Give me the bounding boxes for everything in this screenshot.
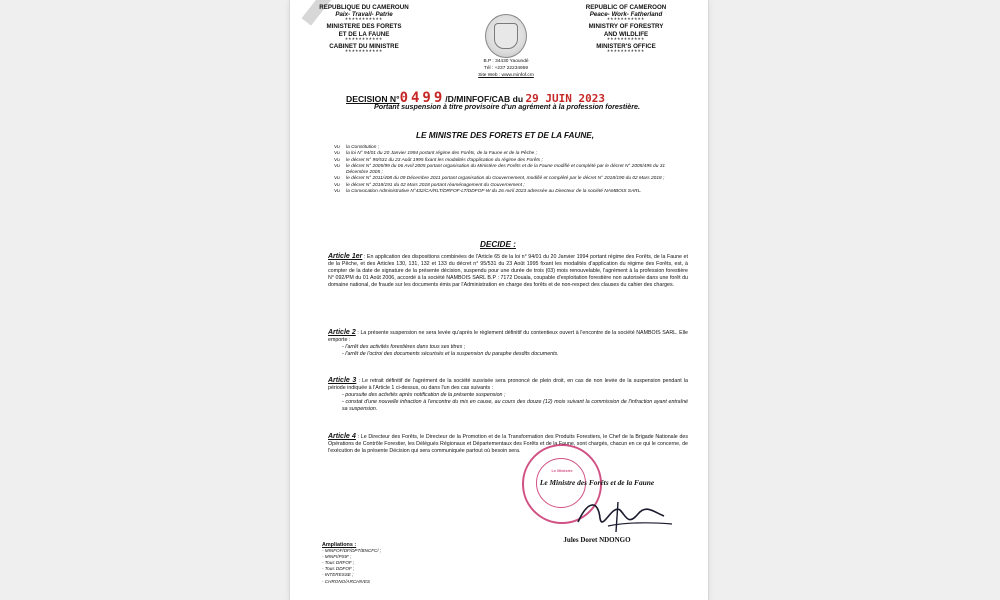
header-right (566, 4, 686, 55)
ministry-contact (464, 58, 548, 79)
article-4-text: : Le Directeur des Forêts, le Directeur de la Promotion et de la Transformation des Produits Forestiers, le Chef de la Brigade Nationale des Opérations de Contrôle Forestier, les Délégués Régionaux et Départementaux des Forêts et de la Faune, sont chargés, chacun en ce qui le concerne, de l'exécution de la présente Décision qui sera communiquée partout où besoin sera. (328, 434, 688, 455)
decision-suffix: /D/MINFOF/CAB du (445, 94, 524, 104)
decision-number-stamp: 0499 (399, 90, 446, 106)
vu-text: le décret N° 2011/408 du 09 Décembre 2011 portant organisation du Gouvernement, modifié et complété par le décret N° 2018/190 du 02 Mars 2018 ; (346, 176, 665, 182)
article-3-text: : Le retrait définitif de l'agrément de la société susvisée sera prononcé de plein droit, en cas de non levée de la suspension pendant la période indiquée à l'Article 1 ci-dessus, ou dans l'un des cas suivants : (328, 378, 689, 392)
header-left-line1: REPUBLIQUE DU CAMEROUN (319, 4, 409, 11)
vu-text: la loi N° 94/01 du 20 Janvier 1994 portant régime des Forêts, de la Faune et de la Pêche ; (346, 151, 537, 157)
header-left-stars2: *********** (345, 36, 383, 44)
ampliation-item: - MINFOF/DF/DPT/BNCFC/ ; (322, 548, 382, 554)
ampliation-item: - MINFI/PSIF ; (322, 554, 352, 560)
decision-date-stamp: 29 JUIN 2023 (525, 92, 605, 105)
ampliation-item: - CHRONO/ARCHIVES (322, 578, 370, 584)
article-3-bullet-1: - poursuite des activités après notification de la présente suspension ; (342, 392, 506, 399)
emblem-shield-icon (494, 23, 518, 49)
ampliation-item: - INTERESSE ; (322, 572, 354, 578)
ampliation-item: - Tous DRFOF ; (322, 560, 355, 566)
header-right-line1: REPUBLIC OF CAMEROON (585, 4, 667, 11)
vu-item (334, 164, 686, 177)
article-1-text: : En application des dispositions combinées de l'Article 65 de la loi n° 94/01 du 20 Janvier 1994 portant régime des Forêts, de la Faune et de la Pêche, et des Articles 130, 131, 132 et 133 du décret n° 95/531 du 23 Août 1995 fixant les modalités d'application du régime des Forêts, est, à compter de la date de signature de la présente décision, suspendu pour une durée de trois (03) mois renouvelable, l'agrément à la profession forestière N° 092/PM du 01 Août 2006, accordé à la société NAMBOIS SARL B.P : 7172 Douala, coupable d'exploitation forestière non autorisée dans une forêt du domaine national, de fraude sur les documents émis par l'Administration en charge des forêts et de non-respect des clauses du cahier des charges. (328, 254, 688, 289)
article-3-bullet-2-text: constat d'une nouvelle infraction à l'encontre du mis en cause, au cours des douze (12) mois suivant la commission de l'infraction ayant entraîné sa suspension. (342, 399, 688, 413)
article-2-text: : La présente suspension ne sera levée qu'après le règlement définitif du contentieux ouvert à l'encontre de la société NAMBOIS SARL. Elle emporte : (328, 330, 688, 344)
article-3-title: Article 3 (328, 377, 357, 384)
contact-site: Site Web : www.minfof.cm (478, 73, 534, 78)
minister-title: LE MINISTRE DES FORETS ET DE LA FAUNE, (415, 131, 594, 140)
vu-text: la Convocation Administrative N°432/CA/RLT/DRFOF-LT/DDFOF-W du 26 Avril 2023 adressée au Directeur de la société NAMBOIS SARL. (346, 189, 642, 195)
header-left-stars3: *********** (345, 49, 383, 57)
article-4 (328, 433, 688, 455)
document-page (290, 0, 708, 600)
handwritten-signature (568, 492, 678, 536)
header-left-line5: CABINET DU MINISTRE (329, 42, 399, 50)
article-2 (328, 329, 688, 358)
signature-block (508, 468, 686, 570)
seal-text: Le Ministre (551, 468, 573, 473)
vu-label: Vu (334, 163, 340, 169)
header-right-line4: AND WILDLIFE (603, 30, 649, 38)
article-2-title: Article 2 (328, 329, 356, 336)
header-left-line2: Paix- Travail- Patrie (335, 11, 393, 19)
article-4-title: Article 4 (328, 433, 356, 440)
decision-subtitle: Portant suspension à titre provisoire d'un agrément à la profession forestière. (373, 102, 641, 111)
article-2-bullet-1-text: l'arrêt des activités forestières dans tous ses titres ; (345, 344, 466, 351)
vu-text: le décret N° 2018/191 du 02 Mars 2018 portant réaménagement du Gouvernement ; (346, 182, 525, 188)
header-left-line3: MINISTERE DES FORETS (326, 23, 402, 31)
header-left-line4: ET DE LA FAUNE (338, 30, 390, 38)
decision-prefix: DECISION N° (346, 94, 400, 104)
header-right-stars2: *********** (607, 36, 645, 44)
signature-title: Le Ministre des Forêts et de la Faune (539, 478, 655, 487)
ministry-emblem-icon (485, 14, 527, 58)
header-right-line5: MINISTER'S OFFICE (596, 42, 656, 50)
header-right-line3: MINISTRY OF FORESTRY (588, 23, 664, 31)
vu-label: Vu (334, 145, 340, 150)
contact-tel: Tél : +237 22234959 (483, 66, 529, 71)
header-right-stars3: *********** (607, 49, 645, 57)
article-1 (328, 253, 688, 289)
article-2-bullet-2-text: l'arrêt de l'octroi des documents sécurisés et la suspension du paraphe desdits documents. (345, 351, 559, 358)
vu-text: la Constitution ; (346, 145, 380, 150)
signatory-name: Jules Doret NDONGO (563, 536, 631, 544)
article-3 (328, 377, 688, 413)
header-left (304, 4, 424, 55)
vu-label: Vu (334, 189, 340, 195)
contact-bp: B.P : 34430 Yaoundé (483, 59, 529, 64)
article-2-bullet-2: - l'arrêt de l'octroi des documents sécurisés et la suspension du paraphe desdits documents. (342, 351, 559, 358)
decide-heading: DECIDE : (480, 240, 516, 249)
ampliations (322, 542, 442, 585)
vu-text: le décret N° 2005/99 du 06 Avril 2005 portant organisation du Ministère des Forêts et de la Faune modifié et complété par le décret N° 2005/495 du 31 Décembre 2005 ; (346, 163, 666, 176)
vu-label: Vu (334, 176, 340, 182)
vu-item (334, 189, 686, 195)
header-right-line2: Peace- Work- Fatherland (589, 11, 663, 19)
article-3-bullet-1-text: poursuite des activités après notification de la présente suspension ; (345, 392, 506, 399)
vu-label: Vu (334, 182, 340, 188)
article-1-title: Article 1er (328, 253, 363, 260)
vu-text: le décret N° 95/531 du 23 Août 1995 fixant les modalités d'application du régime des Forêts ; (346, 157, 543, 163)
vu-label: Vu (334, 151, 340, 157)
ampliation-item: - Tous DDFOF ; (322, 566, 355, 572)
article-2-bullet-1: - l'arrêt des activités forestières dans tous ses titres ; (342, 344, 466, 351)
header-right-stars1: *********** (607, 17, 645, 25)
article-3-bullet-2: - constat d'une nouvelle infraction à l'encontre du mis en cause, au cours des douze (12) mois suivant la commission de l'infraction ayant entraîné sa suspension. (342, 399, 688, 413)
vu-list (334, 145, 686, 195)
ampliations-list (322, 548, 442, 585)
header-left-stars1: *********** (345, 17, 383, 25)
ampliations-title: Ampliations : (322, 542, 357, 548)
vu-label: Vu (334, 157, 340, 163)
